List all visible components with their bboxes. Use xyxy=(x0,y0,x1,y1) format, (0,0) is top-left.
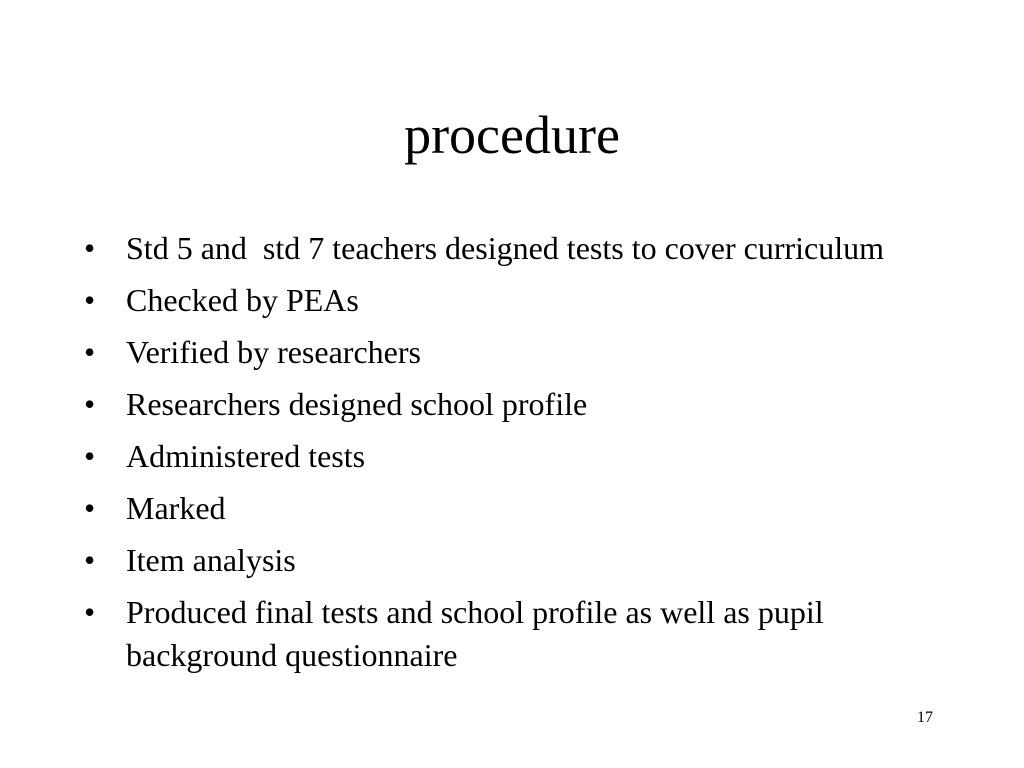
bullet-text: Marked xyxy=(126,490,226,526)
bullet-icon: • xyxy=(84,542,96,578)
bullet-text: Verified by researchers xyxy=(126,334,421,370)
bullet-item xyxy=(84,227,944,270)
bullet-text: Checked by PEAs xyxy=(126,282,359,318)
bullet-text: Std 5 and std 7 teachers designed tests to cover curriculum xyxy=(126,230,885,266)
bullet-item xyxy=(84,331,944,374)
bullet-icon: • xyxy=(84,438,96,474)
bullet-icon: • xyxy=(84,386,96,422)
slide-title: procedure xyxy=(404,105,620,165)
bullet-text: Produced final tests and school profile as well as pupil background questionnaire xyxy=(126,594,824,673)
bullet-item xyxy=(84,487,944,530)
bullet-icon: • xyxy=(84,282,96,318)
bullet-item xyxy=(84,279,944,322)
bullet-text: Researchers designed school profile xyxy=(126,386,588,422)
bullet-icon: • xyxy=(84,334,96,370)
bullet-item xyxy=(84,435,944,478)
bullet-icon: • xyxy=(84,230,96,266)
bullet-item xyxy=(84,539,944,582)
bullet-icon: • xyxy=(84,594,96,630)
bullet-text: Administered tests xyxy=(126,438,366,474)
slide-number: 17 xyxy=(917,709,933,726)
bullet-text: Item analysis xyxy=(126,542,296,578)
bullet-item xyxy=(84,383,944,426)
bullet-list xyxy=(84,227,944,686)
bullet-icon: • xyxy=(84,490,96,526)
bullet-item xyxy=(84,591,944,677)
